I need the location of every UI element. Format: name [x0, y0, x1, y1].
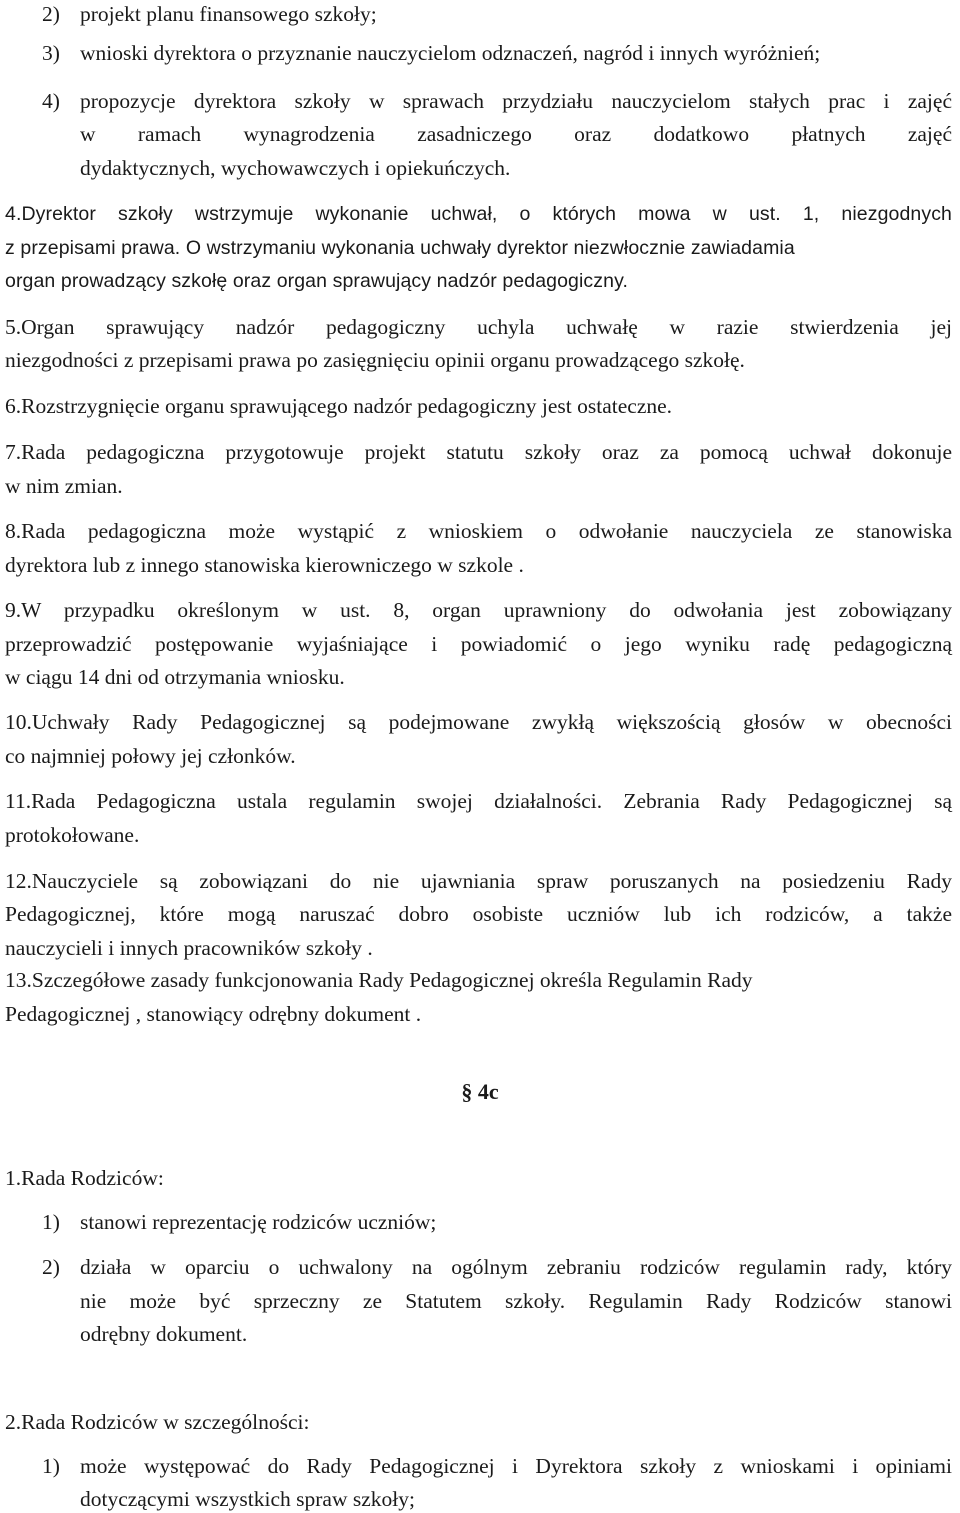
- list-item: [0, 1452, 960, 1480]
- list-item: [0, 39, 960, 67]
- list-item: [0, 1253, 960, 1281]
- section-heading: § 4c: [461, 1079, 499, 1104]
- list-item-text: stanowi reprezentację rodziców uczniów;: [80, 1210, 437, 1234]
- list-item-text: wnioski dyrektora o przyznanie nauczycielom odznaczeń, nagród i innych wyróżnień;: [80, 41, 821, 65]
- list-item: [0, 1208, 960, 1236]
- paragraph-9-line: przeprowadzić postępowanie wyjaśniające i powiadomić o jego wyniku radę pedagogiczną: [5, 632, 952, 656]
- paragraph-4-line: [0, 233, 960, 262]
- list-item-number: 1): [42, 1210, 60, 1234]
- paragraph-10-line: co najmniej połowy jej członków.: [5, 744, 296, 768]
- list-item-continuation: odrębny dokument.: [80, 1322, 248, 1346]
- paragraph-13-line: 13.Szczegółowe zasady funkcjonowania Rady Pedagogicznej określa Regulamin Rady: [5, 968, 753, 992]
- subsection-heading: 2.Rada Rodziców w szczególności:: [5, 1410, 310, 1434]
- paragraph-9-line: 9.W przypadku określonym w ust. 8, organ uprawniony do odwołania jest zobowiązany: [5, 598, 952, 622]
- list-item: [0, 87, 960, 115]
- list-item-number: 2): [42, 1255, 60, 1279]
- paragraph-11-line: protokołowane.: [5, 823, 140, 847]
- paragraph-4-line-text: z przepisami prawa. O wstrzymaniu wykonania uchwały dyrektor niezwłocznie zawiadamia: [5, 237, 795, 259]
- list-item-number: 1): [42, 1454, 60, 1478]
- list-item-text: propozycje dyrektora szkoły w sprawach przydziału nauczycielom stałych prac i zajęć: [80, 89, 952, 113]
- list-item-continuation: nie może być sprzeczny ze Statutem szkoły. Regulamin Rady Rodziców stanowi: [80, 1289, 952, 1313]
- paragraph-9-line: w ciągu 14 dni od otrzymania wniosku.: [5, 665, 345, 689]
- list-item-text: może występować do Rady Pedagogicznej i Dyrektora szkoły z wnioskami i opiniami: [80, 1454, 952, 1478]
- paragraph-4-line: 4.Dyrektor szkoły wstrzymuje wykonanie uchwał, o których mowa w ust. 1, niezgodnych: [5, 203, 952, 225]
- list-item-continuation: dydaktycznych, wychowawczych i opiekuńczych.: [80, 156, 511, 180]
- list-item-number: 2): [42, 2, 60, 26]
- paragraph-12-line: Pedagogicznej, które mogą naruszać dobro osobiste uczniów lub ich rodziców, a także: [5, 902, 952, 926]
- paragraph-5-line: 5.Organ sprawujący nadzór pedagogiczny uchyla uchwałę w razie stwierdzenia jej: [5, 315, 952, 339]
- list-item: [0, 0, 960, 28]
- paragraph-10-line: 10.Uchwały Rady Pedagogicznej są podejmowane zwykłą większością głosów w obecności: [5, 710, 952, 734]
- paragraph-7-line: w nim zmian.: [5, 474, 123, 498]
- list-item-continuation: dotyczącymi wszystkich spraw szkoły;: [80, 1487, 415, 1511]
- paragraph-11-line: 11.Rada Pedagogiczna ustala regulamin swojej działalności. Zebrania Rady Pedagogicznej są: [5, 789, 952, 813]
- list-item-text: projekt planu finansowego szkoły;: [80, 2, 377, 26]
- list-item-continuation: w ramach wynagrodzenia zasadniczego oraz dodatkowo płatnych zajęć: [80, 122, 952, 146]
- paragraph-4-line: organ prowadzący szkołę oraz organ sprawujący nadzór pedagogiczny.: [5, 270, 629, 292]
- list-item-number: 3): [42, 41, 60, 65]
- list-item-number: 4): [42, 89, 60, 113]
- paragraph-6-line: 6.Rozstrzygnięcie organu sprawującego nadzór pedagogiczny jest ostateczne.: [5, 394, 673, 418]
- list-item-text: działa w oparciu o uchwalony na ogólnym zebraniu rodziców regulamin rady, który: [80, 1255, 952, 1279]
- paragraph-12-line: nauczycieli i innych pracowników szkoły .: [5, 936, 373, 960]
- subsection-heading: 1.Rada Rodziców:: [5, 1166, 164, 1190]
- paragraph-12-line: 12.Nauczyciele są zobowiązani do nie ujawniania spraw poruszanych na posiedzeniu Rady: [5, 869, 952, 893]
- paragraph-5-line: niezgodności z przepisami prawa po zasięgnięciu opinii organu prowadzącego szkołę.: [5, 348, 745, 372]
- paragraph-7-line: 7.Rada pedagogiczna przygotowuje projekt statutu szkoły oraz za pomocą uchwał dokonuje: [5, 440, 952, 464]
- paragraph-8-line: dyrektora lub z innego stanowiska kierowniczego w szkole .: [5, 553, 524, 577]
- paragraph-13-line: Pedagogicznej , stanowiący odrębny dokument .: [5, 1002, 422, 1026]
- paragraph-8-line: 8.Rada pedagogiczna może wystąpić z wnioskiem o odwołanie nauczyciela ze stanowiska: [5, 519, 952, 543]
